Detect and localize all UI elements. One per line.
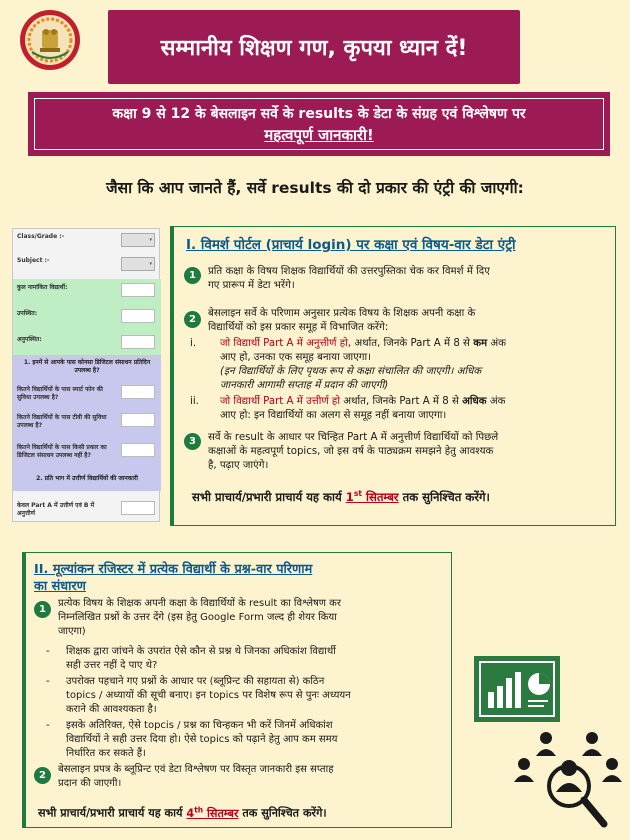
s1-sub-ii-bold: अधिक (462, 396, 487, 407)
s2-b3-line3: निर्धारित कर सकते हैं। (66, 748, 146, 759)
s2-b3-line2: विद्यार्थियों ने सही उत्तर दिया हो। ऐसे topics को पढ़ाने हेतु आप कम समय (66, 734, 338, 745)
section-2-box (22, 552, 452, 828)
s1-sub-i-rest1: अर्थात, जिनके Part A में 8 से (351, 338, 474, 349)
present-row (13, 305, 161, 331)
s2-p1-line3: जाएगा) (58, 626, 86, 637)
present-input[interactable] (121, 309, 155, 323)
s1-p1-line1: प्रति कक्षा के विषय शिक्षक विद्यार्थियों की उत्तरपुस्तिका चेक कर विमर्श में दिए (208, 266, 490, 277)
s1-closing-date (346, 490, 399, 504)
part-ab-row (13, 497, 161, 521)
no-resource-label: कितने विद्यार्थियों के पास किसी प्रकार का डिजिटल संसाधन उपलब्ध नहीं है? (17, 444, 107, 459)
main-title-text: सम्मानीय शिक्षण गण, कृपया ध्यान दें! (160, 36, 468, 61)
subject-label: Subject :- (17, 257, 50, 264)
banner-line-2: महत्वपूर्ण जानकारी! (264, 126, 374, 144)
present-label: उपस्थित: (17, 310, 38, 317)
s1-p2-line2: विद्यार्थियों को इस प्रकार समूह में विभाजित करेंगे: (208, 322, 389, 333)
s1-sub-ii-rest1: अर्थात, जिनके Part A में 8 से (339, 396, 463, 407)
s1-sub-i-bold: कम (473, 338, 488, 349)
presentation-chart-icon (474, 656, 560, 722)
s2-closing-num: 4 (186, 806, 195, 820)
s1-sub-i-note1: (इन विद्यार्थियों के लिए पृथक रूप से कक्षा संचालित की जाएगी। अधिक (220, 366, 482, 377)
s1-sub-ii (220, 395, 505, 423)
smartphone-row (13, 381, 161, 409)
tv-input[interactable] (121, 413, 155, 427)
tv-row (13, 409, 161, 439)
s1-p3-line1: सर्वे के result के आधार पर चिन्हित Part A में अनुत्तीर्ण विद्यार्थियों को पिछले (208, 432, 499, 443)
absent-label: अनुपस्थित: (17, 336, 42, 343)
pass-info-question: 2. प्रति भाग में उत्तीर्ण विद्यार्थियों की जानकारी (36, 475, 138, 482)
s2-bullet-1 (66, 645, 336, 673)
s2-closing-sup: th (194, 805, 204, 814)
s2-b1-line1: शिक्षक द्वारा जांचने के उपरांत ऐसे कौन से प्रश्न थे जिनका अधिकांश विद्यार्थी (66, 646, 336, 657)
part-ab-input[interactable] (121, 501, 155, 515)
s1-closing-sup: st (353, 489, 362, 498)
s1-point-3 (208, 431, 498, 473)
absent-row (13, 331, 161, 355)
s2-bullet-3 (66, 719, 337, 761)
number-badge: 2 (184, 311, 201, 328)
s2-point-1 (58, 597, 341, 639)
s1-closing-month: सितम्बर (361, 489, 399, 504)
s2-b3-line1: इसके अतिरिक्त, ऐसे topcis / प्रश्न का चिन्हकन भी करें जिनमें अधिकांश (66, 720, 333, 731)
s1-sub-i-line2: आए हो, उनका एक समूह बनाया जाएगा। (220, 352, 372, 363)
s1-sub-i-marker: i. (190, 338, 197, 349)
smartphone-input[interactable] (121, 385, 155, 399)
vimarsh-form-screenshot (12, 228, 160, 522)
s1-p3-line2: कक्षाओं के महत्वपूर्ण topics, जो इस वर्ष के पाठ्यक्रम समझने हेतु आवश्यक (208, 446, 494, 457)
s1-sub-ii-marker: ii. (190, 396, 199, 407)
s1-sub-i-rest2: अंक (487, 338, 506, 349)
section-2-title-line2: का संधारण (34, 579, 86, 594)
number-badge: 2 (34, 767, 51, 784)
bullet-dash: - (46, 676, 50, 687)
s1-closing-post: तक सुनिश्चित करेंगे। (398, 489, 490, 504)
banner-line-1: कक्षा 9 से 12 के बेसलाइन सर्वे के results के डेटा के संग्रह एवं विश्लेषण पर (112, 106, 526, 122)
s1-closing-pre: सभी प्राचार्य/प्रभारी प्राचार्य यह कार्य (192, 489, 346, 504)
no-resource-row (13, 439, 161, 471)
s2-b2-line3: कराने की आवश्यकता है। (66, 704, 157, 715)
s1-sub-ii-red: जो विद्यार्थी Part A में उत्तीर्ण हो (220, 396, 340, 407)
s1-sub-i-red: जो विद्यार्थी Part A में अनुत्तीर्ण हो, (220, 338, 352, 349)
s2-point-2 (58, 763, 334, 791)
class-grade-select[interactable]: ▾ (121, 233, 155, 247)
s1-p2-line1: बेसलाइन सर्वे के परिणाम अनुसार प्रत्येक विषय के शिक्षक अपनी कक्षा के (208, 308, 476, 319)
mp-emblem-logo (18, 8, 82, 72)
total-students-input[interactable] (121, 283, 155, 297)
s2-p2-line1: बेसलाइन प्रपत्र के ब्लूप्रिन्ट एवं डेटा विश्लेषण पर विस्तृत जानकारी इस सप्ताह (58, 764, 334, 775)
s1-point-1 (208, 265, 490, 293)
s1-point-2 (208, 307, 475, 335)
smartphone-label: कितने विद्यार्थियों के पास स्मार्ट फोन की सुविधा उपलब्ध है? (17, 386, 103, 401)
section-2-title-line1: II. मूल्यांकन रजिस्टर में प्रत्येक विद्यार्थी के प्रश्न-वार परिणाम (34, 562, 313, 577)
main-title (108, 10, 520, 84)
s2-p1-line2: निम्नलिखित प्रश्नों के उत्तर देंगे (इस हेतु Google Form जल्द ही शेयर किया (58, 612, 337, 623)
s1-sub-i-note2: जानकारी आगामी सप्ताह में प्रदान की जाएगी) (220, 380, 389, 391)
s2-closing-month: सितम्बर (203, 806, 239, 820)
section-1-title: I. विमर्श पोर्टल (प्राचार्य login) पर कक्षा एवं विषय-वार डेटा एंट्री (186, 237, 516, 253)
s1-p3-line3: है, पढ़ाए जाएंगे। (208, 460, 269, 471)
digital-resources-question: 1. इनमें से आपके पास कोनसा डिजिटल संसाधन प्रतिदिन उपलब्ध है? (23, 359, 151, 374)
bullet-dash: - (46, 646, 50, 657)
total-students-row (13, 279, 161, 305)
s2-bullet-2 (66, 675, 351, 717)
class-grade-label: Class/Grade :- (17, 233, 65, 240)
number-badge: 1 (184, 267, 201, 284)
number-badge: 3 (184, 433, 201, 450)
s2-closing-pre: सभी प्राचार्य/प्रभारी प्राचार्य यह कार्य (38, 806, 187, 820)
s2-b1-line2: सही उत्तर नहीं दे पाए थे? (66, 660, 158, 671)
digital-resources-block (13, 355, 161, 491)
absent-input[interactable] (121, 335, 155, 349)
s2-b2-line1: उपरोक्त पहचाने गए प्रश्नों के आधार पर (ब्लूप्रिन्ट की सहायता से) कठिन (66, 676, 325, 687)
section-1-box (170, 226, 616, 526)
section-2-title (34, 561, 454, 595)
s2-closing-date (186, 807, 238, 820)
team-analysis-icon (512, 730, 624, 834)
s2-closing-note (38, 805, 327, 821)
s1-sub-ii-rest2: अंक (486, 396, 506, 407)
total-students-label: कुल नामांकित विद्यार्थी: (17, 284, 68, 291)
bullet-dash: - (46, 720, 50, 731)
part-ab-label: केवल Part A में उत्तीर्ण एवं B में अनुत्तीर्ण (17, 502, 95, 517)
s1-closing-num: 1 (345, 489, 354, 504)
subject-row (13, 253, 161, 277)
s2-closing-post: तक सुनिश्चित करेंगे। (238, 806, 327, 820)
no-resource-input[interactable] (121, 443, 155, 457)
s2-p2-line2: प्रदान की जाएगी। (58, 778, 122, 789)
s1-sub-i (220, 337, 506, 393)
s1-p1-line2: गए प्रारूप में डेटा भरेंगे। (208, 280, 295, 291)
topic-banner (28, 92, 610, 156)
s1-closing-note (192, 489, 490, 505)
s2-p1-line1: प्रत्येक विषय के शिक्षक अपनी कक्षा के विद्यार्थियों के result का विश्लेषण कर (58, 598, 341, 609)
tv-label: कितने विद्यार्थियों के पास टीवी की सुविधा उपलब्ध है? (17, 414, 107, 429)
number-badge: 1 (34, 601, 51, 618)
intro-text: जैसा कि आप जानते हैं, सर्वे results की दो प्रकार की एंट्री की जाएगी: (106, 179, 524, 197)
subject-select[interactable]: ▾ (121, 257, 155, 271)
s2-b2-line2: topics / अध्यायों की सूची बनाए। इन topics पर विशेष रूप से पुनः अध्ययन (66, 690, 351, 701)
s1-sub-ii-line2: आए हो: इन विद्यार्थियों का अलग से समूह नहीं बनाया जाएगा। (220, 410, 447, 421)
class-grade-row (13, 229, 161, 253)
